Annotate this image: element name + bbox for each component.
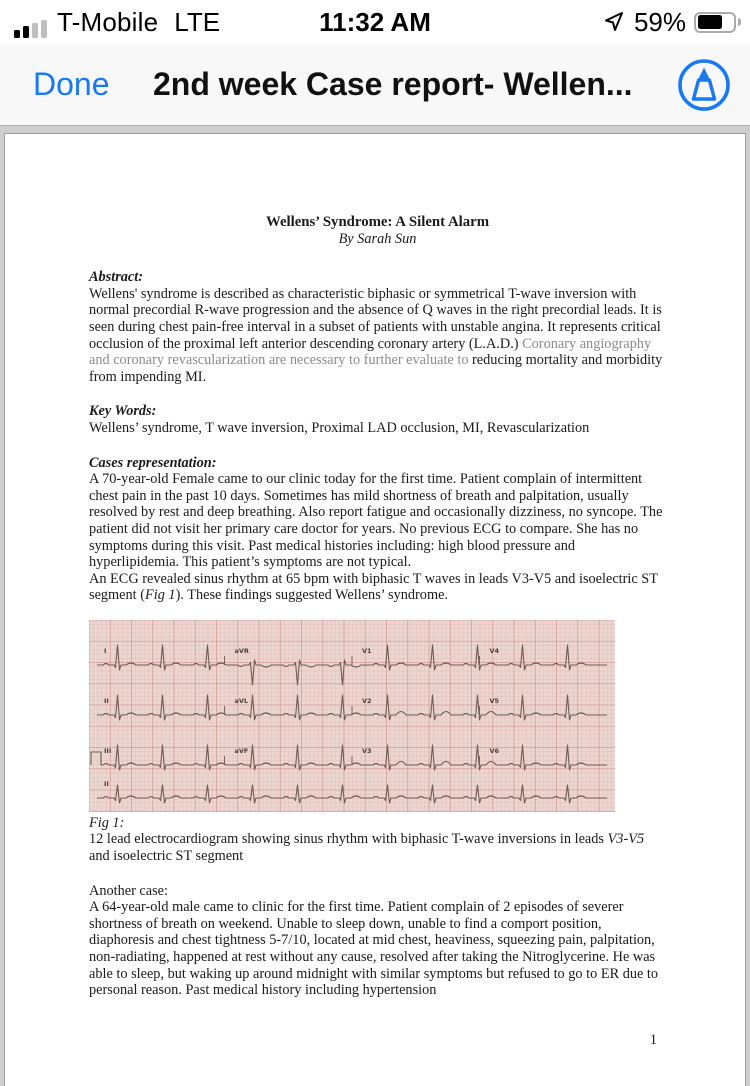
navigation-bar	[0, 44, 750, 126]
document-body	[5, 134, 745, 999]
document-title-label: 2nd week Case report- Wellen...	[152, 66, 633, 102]
another-case-heading: Another case:	[89, 882, 168, 899]
svg-text:aVF: aVF	[234, 746, 249, 755]
fig1-caption-end: and isoelectric ST segment	[89, 848, 244, 865]
svg-text:II: II	[104, 696, 109, 705]
markup-button[interactable]	[676, 57, 732, 113]
case2-paragraph: A 64-year-old male came to clinic for the first time. Patient complain of 2 episodes of severer shortness of breath on weekend. Unable to sleep down, unable to find a comport position, diaphoresis and chest tightness 5-7/10, located at mid chest, heaviness, squeezing pain, palpitation, non-radiating, happened at rest without any cause, resolved after taking the Nitroglycerine. He was able to sleep, but waking up around midnight with similar symptoms but refused to go to ER due to personal reason. Past medical history including hypertension	[89, 899, 659, 999]
case1-ecg-text-pre: An ECG revealed sinus rhythm at 65 bpm with biphasic T waves in leads V3-V5 and isoelectric ST segment (	[89, 570, 658, 604]
markup-pen-icon	[676, 57, 732, 113]
cases-heading: Cases representation:	[89, 454, 217, 471]
fig1-label: Fig 1:	[89, 814, 125, 831]
svg-text:V2: V2	[362, 696, 372, 705]
battery-percent-label: 59%	[633, 6, 686, 37]
case1-paragraph: A 70-year-old Female came to our clinic today for the first time. Patient complain of intermittent chest pain in the past 10 days. Sometimes has mild shortness of breath and palpitation, usually resolved by rest and deep breathing. Also report fatigue and occasionally dizziness, no syncope. The patient did not visit her primary care doctor for years. No previous ECG to compare. She has no symptoms during this visit. Past medical histories including: high blood pressure and hyperlipidemia. This patient’s symptoms are not typical.	[89, 471, 663, 571]
fig1-caption-leads: V3-V5	[607, 831, 645, 848]
ecg-chart	[89, 620, 615, 812]
svg-text:III: III	[104, 746, 112, 755]
svg-text:V5: V5	[489, 696, 500, 705]
battery-icon	[694, 12, 736, 33]
network-type-label: LTE	[174, 6, 221, 37]
document-page	[4, 133, 746, 1086]
abstract-paragraph	[89, 286, 666, 386]
fig1-caption	[89, 831, 666, 864]
svg-text:aVR: aVR	[234, 646, 249, 655]
case1-ecg-paragraph	[89, 571, 666, 604]
svg-text:V1: V1	[362, 646, 372, 655]
keywords-paragraph: Wellens’ syndrome, T wave inversion, Proximal LAD occlusion, MI, Revascularization	[89, 419, 590, 436]
keywords-heading: Key Words:	[89, 403, 157, 420]
ecg-figure	[89, 620, 615, 812]
done-button[interactable]: Done	[33, 66, 110, 102]
case1-ecg-text-post: ). These findings suggested Wellens’ syndrome.	[175, 587, 448, 604]
svg-text:I: I	[104, 646, 107, 655]
svg-text:aVL: aVL	[234, 696, 249, 705]
page-number: 1	[649, 1032, 657, 1048]
abstract-text-gray: Coronary angiography and coronary revascularization are necessary to further evaluate to	[89, 335, 652, 369]
status-bar	[0, 0, 750, 44]
document-scroll-area[interactable]	[0, 126, 750, 1086]
fig1-reference: Fig 1	[144, 587, 176, 604]
paper-title: Wellens’ Syndrome: A Silent Alarm	[265, 214, 490, 230]
abstract-text-1: Wellens' syndrome is described as characteristic biphasic or symmetrical T-wave inversion with normal precordial R-wave progression and the absence of Q waves in the right precordial leads. It is seen during chest pain-free interval in a subset of patients with unstable angina. It represents critical occlusion of the proximal left anterior descending coronary artery (L.A.D.)	[89, 285, 662, 352]
svg-text:II: II	[104, 779, 109, 788]
svg-text:V6: V6	[489, 746, 500, 755]
location-arrow-icon	[602, 10, 626, 34]
fig1-caption-text: 12 lead electrocardiogram showing sinus rhythm with biphasic T-wave inversions in leads	[89, 831, 608, 848]
abstract-heading: Abstract:	[89, 269, 144, 286]
svg-text:V3: V3	[362, 746, 372, 755]
paper-byline: By Sarah Sun	[338, 230, 417, 247]
carrier-label: T-Mobile	[57, 6, 159, 37]
svg-text:V4: V4	[489, 646, 500, 655]
abstract-text-2: reducing mortality and morbidity from impending MI.	[89, 352, 663, 385]
clock-label: 11:32 AM	[319, 6, 431, 37]
